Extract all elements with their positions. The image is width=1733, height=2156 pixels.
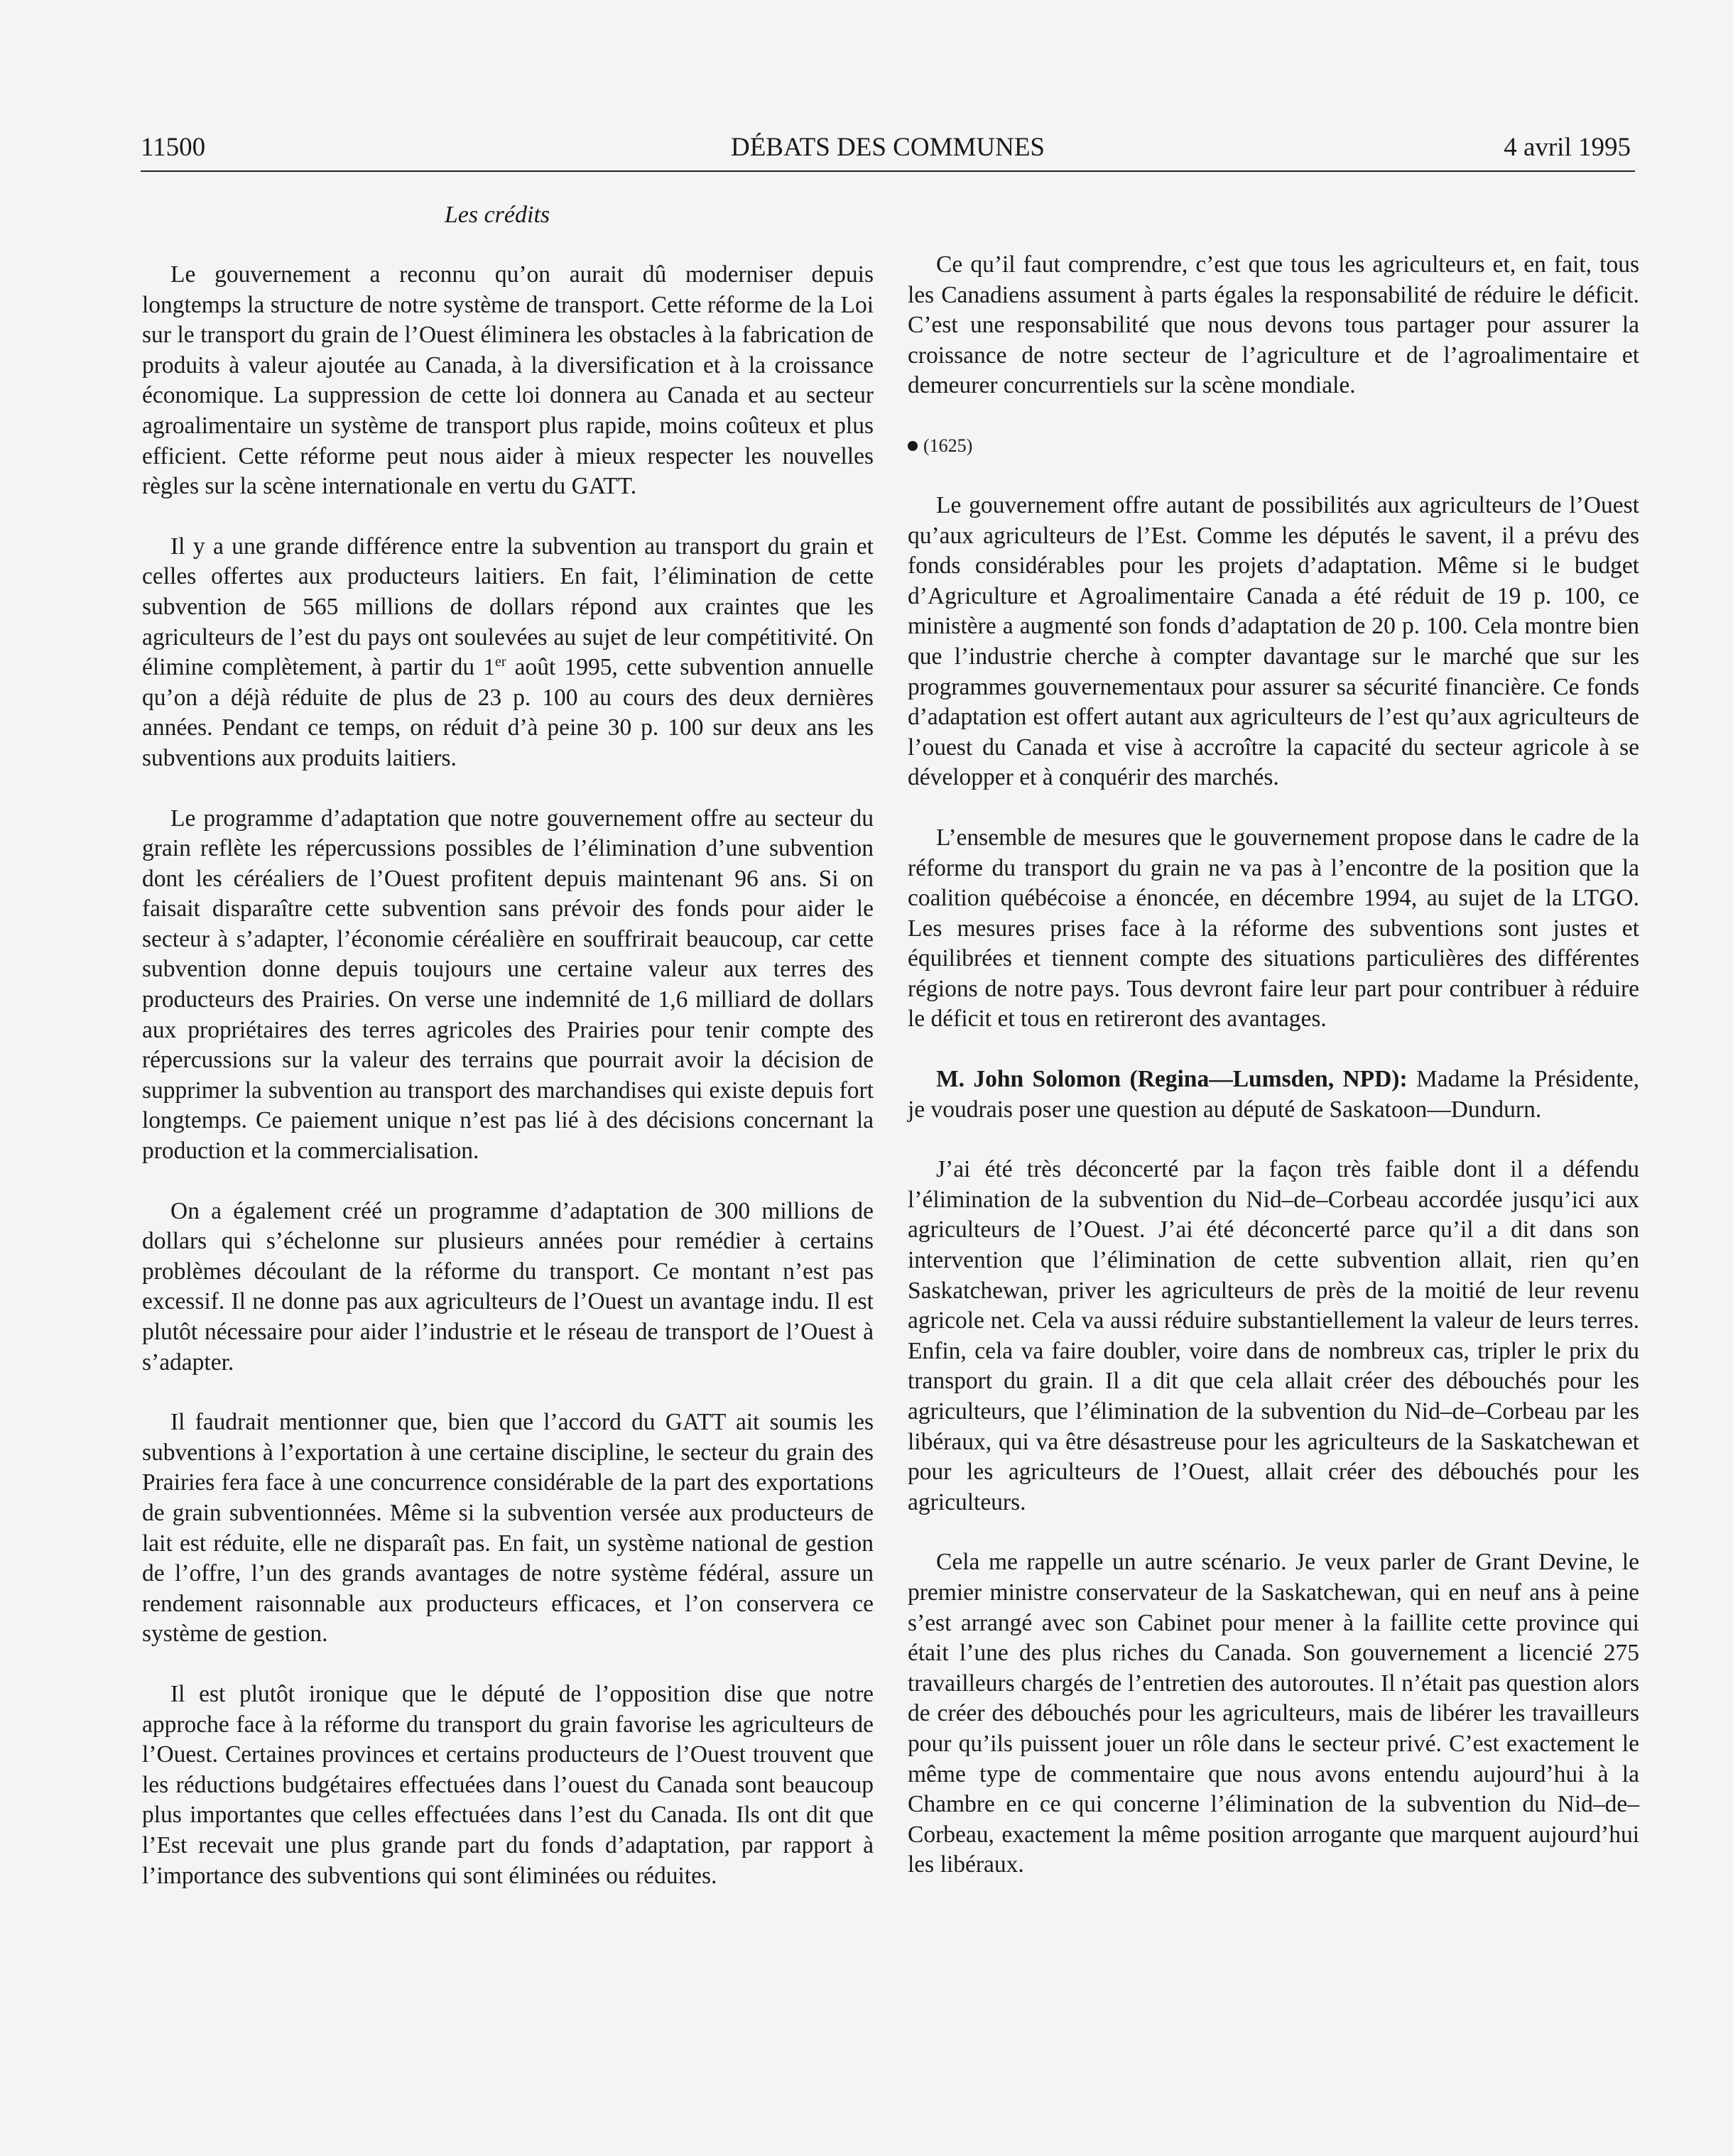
paragraph: On a également créé un programme d’adaptation de 300 millions de dollars qui s’échelonne sur plusieurs années pour remédier à certains problèmes découlant de la réforme du transport. Ce montant n’est pas excessif. Il ne donne pas aux agriculteurs de l’Ouest un avantage indu. Il est plutôt nécessaire pour aider l’industrie et le réseau de transport de l’Ouest à s’adapter. — [142, 1197, 874, 1376]
paragraph-text: Il y a une grande différence entre la subvention au transport du grain et celles offertes aux producteurs laitiers. En fait, l’élimination de cette subvention de 565 millions de dollars répond aux craintes que les agriculteurs de l’est du pays ont soulevées au sujet de leur compétitivité. On élimine complètement, à partir du — [142, 533, 874, 681]
paragraph-text: Madame la Présidente, je voudrais poser une question au député de Saskatoon—Dundurn. — [908, 1066, 1639, 1123]
publication-date: 4 avril 1995 — [1504, 133, 1631, 162]
section-title: Les crédits — [444, 202, 550, 228]
paragraph: J’ai été très déconcerté par la façon très faible dont il a défendu l’élimination de la subvention du Nid–de–Corbeau accordée jusqu’ici aux agriculteurs de l’Ouest. J’ai été déconcerté parce qu’il a dit dans son intervention que l’élimination de cette subvention allait, rien qu’en Saskatchewan, priver les agriculteurs de près de la moitié de leur revenu agricole net. Cela va aussi réduire substantiellement la valeur de leurs terres. Enfin, cela va faire doubler, voire dans de nombreux cas, tripler le prix du transport du grain. Il a dit que cela allait créer des débouchés pour les agriculteurs, que l’élimination de la subvention du Nid–de–Corbeau par les libéraux, qui va être désastreuse pour les agriculteurs de la Saskatchewan et pour les agriculteurs de l’Ouest, allait créer des débouchés pour les agriculteurs. — [908, 1156, 1639, 1515]
paragraph: Il est plutôt ironique que le député de l’opposition dise que notre approche face à la réforme du transport du grain favorise les agriculteurs de l’Ouest. Certaines provinces et certains producteurs de l’Ouest trouvent que les réductions budgétaires effectuées dans l’ouest du Canada sont beaucoup plus importantes que celles effectuées dans l’est du Canada. Ils ont dit que l’Est recevait une plus grande part du fonds d’adaptation, par rapport à l’importance des subventions qui sont éliminées ou réduites. — [142, 1680, 874, 1889]
paragraph-text: août 1995, cette subvention annuelle qu’on a déjà réduite de plus de 23 p. 100 au cours des deux dernières années. Pendant ce temps, on réduit d’à peine 30 p. 100 sur deux ans les subventions aux produits laitiers. — [142, 654, 874, 771]
paragraph: Il faudrait mentionner que, bien que l’accord du GATT ait soumis les subventions à l’exportation à une certaine discipline, le secteur du grain des Prairies fera face à une concurrence considérable de la part des exportations de grain subventionnées. Même si la subvention versée aux producteurs de lait est réduite, elle ne disparaît pas. En fait, un système national de gestion de l’offre, l’un des grands avantages de notre système fédéral, assure un rendement raisonnable aux producteurs efficaces, et l’on conservera ce système de gestion. — [142, 1409, 874, 1648]
bullet-icon — [908, 441, 918, 451]
paragraph: L’ensemble de mesures que le gouvernement propose dans le cadre de la réforme du transport du grain ne va pas à l’encontre de la position que la coalition québécoise a énoncée, en décembre 1994, au sujet de la LTGO. Les mesures prises face à la réforme des subventions sont justes et équilibrées et tiennent compte des situations particulières des différentes régions de notre pays. Tous devront faire leur part pour contribuer à réduire le déficit et tous en retireront des avantages. — [908, 824, 1639, 1033]
paragraph: Le programme d’adaptation que notre gouvernement offre au secteur du grain reflète les répercussions possibles de l’élimination d’une subvention dont les céréaliers de l’Ouest profitent depuis maintenant 96 ans. Si on faisait disparaître cette subvention sans prévoir des fonds pour aider le secteur à s’adapter, l’économie céréalière en souffrirait beaucoup, car cette subvention donne depuis toujours une certaine valeur aux terres des producteurs des Prairies. On verse une indemnité de 1,6 milliard de dollars aux propriétaires des terres agricoles des Prairies pour tenir compte des répercussions sur la valeur des terrains que pourrait avoir la décision de supprimer la subvention au transport des marchandises qui existe depuis fort longtemps. Ce paiement unique n’est pas lié à des décisions concernant la production et la commercialisation. — [142, 805, 874, 1165]
ordinal-suffix: er — [494, 653, 506, 670]
timestamp — [908, 431, 1639, 461]
page-number: 11500 — [141, 133, 206, 162]
paragraph: Ce qu’il faut comprendre, c’est que tous les agriculteurs et, en fait, tous les Canadiens assument à parts égales la responsabilité de réduire le déficit. C’est une responsabilité que nous devons tous partager pour assurer la croissance de notre secteur de l’agriculture et de l’agroalimentaire et demeurer concurrentiels sur la scène mondiale. — [908, 251, 1639, 399]
right-column — [908, 250, 1639, 1910]
paragraph: Le gouvernement offre autant de possibilités aux agriculteurs de l’Ouest qu’aux agriculteurs de l’Est. Comme les députés le savent, il a prévu des fonds considérables pour les projets d’adaptation. Même si le budget d’Agriculture et Agroalimentaire Canada a été réduit de 19 p. 100, ce ministère a augmenté son fonds d’adaptation de 20 p. 100. Cela montre bien que l’industrie cherche à compter davantage sur le marché que sur les programmes gouvernementaux pour assurer sa sécurité financière. Ce fonds d’adaptation est offert autant aux agriculteurs de l’est qu’aux agriculteurs de l’ouest du Canada et vise à accroître la capacité du secteur agricole à se développer et à conquérir des marchés. — [908, 491, 1639, 791]
paragraph: Cela me rappelle un autre scénario. Je veux parler de Grant Devine, le premier ministre conservateur de la Saskatchewan, qui en neuf ans à peine s’est arrangé avec son Cabinet pour mener à la faillite cette province qui était l’une des plus riches du Canada. Son gouvernement a licencié 275 travailleurs chargés de l’entretien des autoroutes. Il n’était pas question alors de créer des débouchés pour les agriculteurs, mais de libérer les travailleurs pour qu’ils puissent jouer un rôle dans le secteur privé. C’est exactement le même type de commentaire que nous avons entendu aujourd’hui à la Chambre en ce qui concerne l’élimination de la subvention du Nid–de–Corbeau, exactement la même position arrogante que marquent aujourd’hui les libéraux. — [908, 1549, 1639, 1878]
paragraph — [142, 532, 874, 774]
paragraph — [908, 1065, 1639, 1125]
left-column — [142, 200, 874, 1921]
page-header — [141, 126, 1635, 172]
ordinal-number: 1 — [483, 654, 495, 681]
publication-title: DÉBATS DES COMMUNES — [730, 133, 1045, 162]
speaker-name: M. John Solomon (Regina—Lumsden, NPD): — [936, 1066, 1408, 1093]
timestamp-text: (1625) — [923, 435, 973, 456]
paragraph: Le gouvernement a reconnu qu’on aurait dû moderniser depuis longtemps la structure de notre système de transport. Cette réforme de la Loi sur le transport du grain de l’Ouest éliminera les obstacles à la fabrication de produits à valeur ajoutée au Canada, à la diversification et à la croissance économique. La suppression de cette loi donnera au Canada et au secteur agroalimentaire un système de transport plus rapide, moins coûteux et plus efficient. Cette réforme peut nous aider à mieux respecter les nouvelles règles sur la scène internationale en vertu du GATT. — [142, 261, 874, 500]
